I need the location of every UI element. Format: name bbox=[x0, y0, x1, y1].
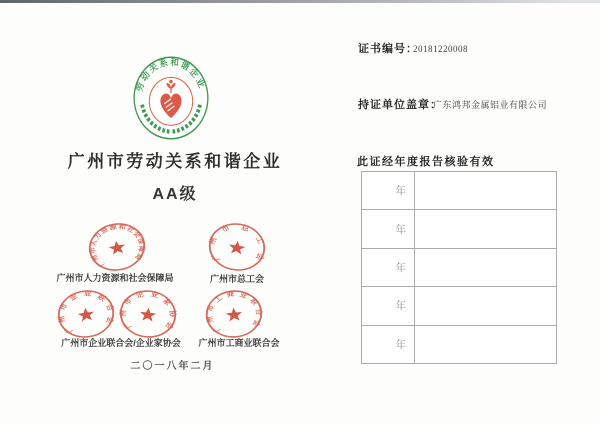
seal-label-industry-commerce: 广州市工商业联合会 bbox=[198, 338, 280, 348]
seal-ring-text: 广州市企业家协会 bbox=[119, 290, 177, 331]
cert-number-value: 20181220008 bbox=[413, 44, 468, 54]
year-cell: 年 bbox=[362, 326, 415, 363]
blank-cell bbox=[415, 326, 556, 363]
blank-cell bbox=[415, 249, 556, 286]
seal-ring-text: 广州市总工会 bbox=[207, 223, 266, 263]
year-cell: 年 bbox=[362, 210, 415, 247]
seal-ring-text: 广州市工商业联合会 bbox=[206, 291, 262, 334]
holder-company-name: 广东鸿邦金属铝业有限公司 bbox=[433, 100, 548, 110]
scan-edge-shadow bbox=[0, 0, 600, 3]
table-row bbox=[362, 249, 556, 287]
seal-label-enterprise-federation: 广州市企业联合会/企业家协会 bbox=[61, 338, 181, 348]
emblem-ring-text: 劳动关系和谐企业 bbox=[134, 56, 207, 93]
blank-cell bbox=[415, 210, 556, 247]
blank-cell bbox=[415, 287, 556, 324]
certificate-title: 广州市劳动关系和谐企业 bbox=[67, 152, 283, 171]
certificate-grade: AA级 bbox=[152, 186, 198, 203]
seal-ring-text: 广州市人力资源和社会保障局 bbox=[89, 223, 145, 268]
seal-label-trade-union: 广州市总工会 bbox=[209, 274, 264, 284]
seal-hr-social-security-bureau-icon bbox=[82, 216, 152, 278]
table-row bbox=[362, 326, 556, 363]
table-row bbox=[362, 210, 556, 248]
seal-trade-union-icon bbox=[203, 217, 272, 277]
year-cell: 年 bbox=[362, 249, 415, 286]
issue-date: 二〇一八年二月 bbox=[130, 361, 215, 372]
year-cell: 年 bbox=[362, 287, 415, 324]
seal-industry-commerce-federation-icon bbox=[201, 285, 267, 342]
table-row bbox=[362, 287, 556, 325]
annual-check-title: 此证经年度报告核验有效 bbox=[357, 156, 495, 168]
blank-cell bbox=[415, 172, 556, 209]
year-cell: 年 bbox=[362, 172, 415, 209]
annual-check-table bbox=[361, 171, 557, 364]
harmonious-enterprise-emblem-icon bbox=[133, 56, 209, 140]
holder-seal-label: 持证单位盖章： bbox=[358, 99, 442, 111]
seal-ring-text: 广州市企业联合会 bbox=[57, 290, 115, 335]
table-row bbox=[362, 172, 556, 210]
cert-number-label: 证书编号： bbox=[358, 43, 418, 55]
seal-entrepreneur-association-icon bbox=[114, 285, 181, 343]
seal-label-hr-bureau: 广州市人力资源和社会保障局 bbox=[56, 273, 174, 283]
